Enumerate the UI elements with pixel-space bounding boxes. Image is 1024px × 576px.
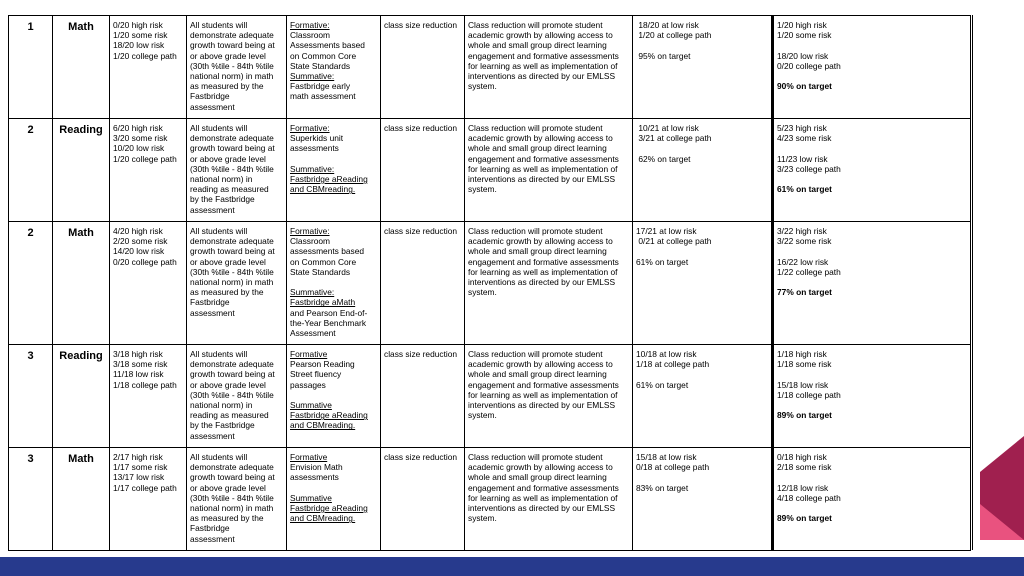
cell-line: whole and small group direct learning [468, 369, 607, 380]
cell-line: 12/18 low risk [777, 482, 829, 493]
cell-line: national norm) in math [190, 503, 274, 514]
cell-line: 1/18 high risk [777, 349, 827, 359]
cell-line: 18/20 at low risk [636, 20, 699, 30]
cell-line: growth toward being at [190, 472, 275, 483]
line-gap [777, 277, 967, 287]
cell-line: (30th %tile - 84th %tile [190, 266, 274, 277]
endyear-cell [773, 222, 971, 345]
cell-line: 15/18 at low risk [636, 452, 697, 462]
cell-line: 11/18 low risk [113, 369, 164, 380]
cell-line: 2/18 some risk [777, 462, 832, 473]
goal-cell [187, 448, 287, 551]
line-gap [777, 503, 967, 513]
line-gap [777, 143, 967, 153]
cell-line: the-Year Benchmark [290, 317, 367, 328]
cell-line: 1/18 some risk [777, 359, 832, 370]
grade-cell: 3 [9, 448, 53, 551]
cell-line: demonstrate adequate [190, 30, 274, 41]
cell-line: (30th %tile - 84th %tile [190, 389, 274, 400]
cell-line: whole and small group direct learning [468, 143, 607, 154]
assessment-cell [287, 16, 381, 119]
cell-line: academic growth by allowing access to [468, 133, 613, 144]
cell-line: 3/22 some risk [777, 236, 832, 247]
midyear-cell [633, 448, 773, 551]
cell-line: on Common Core [290, 256, 357, 267]
cell-line: 62% on target [636, 153, 691, 164]
cell-line: national norm) in math [190, 71, 274, 82]
cell-line: and CBMreading. [290, 513, 356, 524]
cell-line: Fastbridge aReading [290, 503, 368, 513]
table-right-edge [972, 15, 973, 550]
cell-line: State Standards [290, 60, 351, 71]
cell-line: 1/20 college path [113, 153, 177, 164]
subject-cell: Math [53, 448, 110, 551]
cell-line: academic growth by allowing access to [468, 30, 613, 41]
cell-line: whole and small group direct learning [468, 246, 607, 257]
cell-line: assessment [190, 204, 235, 215]
cell-line: (30th %tile - 84th %tile [190, 60, 274, 71]
cell-line: for learning as well as implementation of [468, 389, 618, 400]
cell-line: 18/20 low risk [113, 40, 165, 51]
line-gap [636, 40, 768, 50]
baseline-cell [110, 222, 187, 345]
cell-line: Fastbridge aMath [290, 297, 356, 308]
cell-line: Class reduction will promote student [468, 349, 603, 359]
goal-cell [187, 119, 287, 222]
cell-line: assessments [290, 472, 339, 483]
cell-line: and CBMreading. [290, 184, 356, 195]
cell-line: for learning as well as implementation of [468, 60, 618, 71]
cell-line: national norm) in math [190, 277, 274, 288]
cell-line: national norm) in [190, 400, 253, 411]
cell-line: Fastbridge [190, 91, 230, 102]
cell-line: 1/18 at college path [636, 359, 710, 370]
cell-line: demonstrate adequate [190, 462, 274, 473]
table-row [9, 119, 971, 222]
cell-line: 61% on target [636, 379, 689, 390]
cell-line: or above grade level [190, 482, 266, 493]
cell-line: growth toward being at [190, 369, 275, 380]
cell-line: interventions as directed by our EMLSS [468, 400, 616, 411]
cell-line: (30th %tile - 84th %tile [190, 492, 274, 503]
cell-line: 17/21 at low risk [636, 226, 697, 236]
midyear-cell [633, 16, 773, 119]
cell-line: 2/17 high risk [113, 452, 163, 462]
subject-cell: Reading [53, 119, 110, 222]
strategy-cell: class size reduction [381, 222, 465, 345]
line-gap [636, 369, 768, 379]
line-gap [636, 143, 768, 153]
cell-line: whole and small group direct learning [468, 40, 607, 51]
table-body [9, 16, 971, 551]
cell-line: 4/18 college path [777, 492, 841, 503]
midyear-cell [633, 119, 773, 222]
cell-line: Street fluency [290, 369, 342, 380]
subject-cell: Math [53, 222, 110, 345]
subject-cell: Math [53, 16, 110, 119]
cell-line: 95% on target [636, 50, 691, 61]
cell-line: system. [468, 513, 497, 524]
midyear-cell [633, 345, 773, 448]
cell-line: 61% on target [636, 256, 689, 267]
cell-line: 3/20 some risk [113, 133, 168, 144]
cell-line: and Pearson End-of- [290, 307, 368, 318]
cell-line: engagement and formative assessments [468, 50, 619, 61]
cell-line: as measured by the [190, 81, 264, 92]
cell-line: 2/20 some risk [113, 236, 168, 247]
cell-line: 1/22 college path [777, 266, 841, 277]
cell-line: 13/17 low risk [113, 472, 165, 483]
cell-line: Class reduction will promote student [468, 226, 603, 236]
line-gap [290, 154, 377, 164]
line-gap [290, 483, 377, 493]
baseline-cell [110, 16, 187, 119]
cell-line: engagement and formative assessments [468, 379, 619, 390]
cell-line: Fastbridge [190, 297, 230, 308]
assessment-cell [287, 448, 381, 551]
cell-line: 15/18 low risk [777, 379, 829, 390]
cell-line: reading as measured [190, 410, 269, 421]
cell-line: growth toward being at [190, 246, 275, 257]
cell-line: State Standards [290, 266, 351, 277]
cell-line: All students will [190, 226, 248, 236]
cell-line: 18/20 low risk [777, 50, 829, 61]
cell-line: 10/20 low risk [113, 143, 165, 154]
goal-cell [187, 16, 287, 119]
cell-line: Classroom [290, 236, 331, 247]
cell-line: 5/23 high risk [777, 123, 827, 133]
cell-line: or above grade level [190, 50, 266, 61]
cell-line: engagement and formative assessments [468, 256, 619, 267]
goal-cell [187, 345, 287, 448]
cell-line: system. [468, 81, 497, 92]
cell-line: Formative: [290, 123, 330, 133]
cell-line: passages [290, 379, 326, 390]
cell-line: All students will [190, 20, 248, 30]
cell-line: All students will [190, 123, 248, 133]
table-row [9, 345, 971, 448]
cell-line: interventions as directed by our EMLSS [468, 503, 616, 514]
cell-line: demonstrate adequate [190, 236, 274, 247]
cell-line: 10/21 at low risk [636, 123, 699, 133]
cell-line: system. [468, 184, 497, 195]
cell-line: 1/18 college path [113, 379, 177, 390]
cell-line: academic growth by allowing access to [468, 236, 613, 247]
cell-line: Formative: [290, 226, 330, 236]
cell-line: whole and small group direct learning [468, 472, 607, 483]
cell-line: Classroom [290, 30, 331, 41]
cell-line: (30th %tile - 84th %tile [190, 163, 274, 174]
cell-line: 6/20 high risk [113, 123, 163, 133]
cell-line: Assessments based [290, 40, 365, 51]
cell-line: Class reduction will promote student [468, 123, 603, 133]
cell-line: engagement and formative assessments [468, 482, 619, 493]
cell-line: 0/20 high risk [113, 20, 163, 30]
cell-line: Class reduction will promote student [468, 20, 603, 30]
cell-line: Fastbridge [190, 523, 230, 534]
cell-line: or above grade level [190, 153, 266, 164]
baseline-cell [110, 448, 187, 551]
midyear-cell [633, 222, 773, 345]
table-row [9, 448, 971, 551]
grade-cell: 1 [9, 16, 53, 119]
cell-line: Pearson Reading [290, 359, 355, 370]
cell-line: Superkids unit [290, 133, 344, 144]
cell-line: Fastbridge aReading [290, 174, 368, 184]
line-gap [636, 472, 768, 482]
rationale-cell [465, 345, 633, 448]
cell-line: or above grade level [190, 256, 266, 267]
assessment-cell [287, 222, 381, 345]
cell-line: 77% on target [777, 287, 832, 298]
cell-line: for learning as well as implementation of [468, 266, 618, 277]
strategy-cell: class size reduction [381, 16, 465, 119]
line-gap [777, 174, 967, 184]
baseline-cell [110, 345, 187, 448]
cell-line: assessment [190, 430, 235, 441]
rationale-cell [465, 448, 633, 551]
rationale-cell [465, 16, 633, 119]
cell-line: for learning as well as implementation of [468, 492, 618, 503]
table-row [9, 222, 971, 345]
cell-line: demonstrate adequate [190, 133, 274, 144]
cell-line: demonstrate adequate [190, 359, 274, 370]
cell-line: 0/18 high risk [777, 452, 827, 462]
assessment-cell [287, 345, 381, 448]
strategy-cell: class size reduction [381, 119, 465, 222]
cell-line: Fastbridge aReading [290, 410, 368, 421]
endyear-cell [773, 448, 971, 551]
cell-line: Formative: [290, 20, 330, 30]
cell-line: Summative: [290, 71, 335, 82]
cell-line: 0/20 college path [777, 60, 841, 71]
cell-line: 3/21 at college path [636, 133, 712, 144]
cell-line: Summative [290, 400, 332, 410]
baseline-cell [110, 119, 187, 222]
cell-line: Summative: [290, 163, 335, 174]
rationale-cell [465, 222, 633, 345]
cell-line: or above grade level [190, 379, 266, 390]
endyear-cell [773, 16, 971, 119]
endyear-cell [773, 345, 971, 448]
cell-line: Summative: [290, 287, 335, 298]
cell-line: system. [468, 410, 497, 421]
progress-table [8, 15, 971, 551]
cell-line: 61% on target [777, 184, 832, 195]
cell-line: 3/22 high risk [777, 226, 827, 236]
cell-line: 3/18 some risk [113, 359, 168, 370]
cell-line: 83% on target [636, 482, 689, 493]
cell-line: Formative [290, 349, 328, 359]
cell-line: 14/20 low risk [113, 246, 165, 257]
cell-line: growth toward being at [190, 143, 275, 154]
cell-line: system. [468, 287, 497, 298]
cell-line: 0/20 college path [113, 256, 177, 267]
strategy-cell: class size reduction [381, 345, 465, 448]
subject-cell: Reading [53, 345, 110, 448]
cell-line: 1/17 college path [113, 482, 177, 493]
grade-cell: 3 [9, 345, 53, 448]
line-gap [777, 400, 967, 410]
cell-line: assessments [290, 143, 339, 154]
line-gap [777, 369, 967, 379]
grade-cell: 2 [9, 119, 53, 222]
cell-line: 11/23 low risk [777, 153, 828, 164]
strategy-cell: class size reduction [381, 448, 465, 551]
cell-line: Fastbridge early [290, 81, 351, 92]
cell-line: All students will [190, 452, 248, 462]
cell-line: 4/23 some risk [777, 133, 832, 144]
cell-line: 89% on target [777, 410, 832, 421]
cell-line: interventions as directed by our EMLSS [468, 71, 616, 82]
assessment-cell [287, 119, 381, 222]
line-gap [777, 71, 967, 81]
cell-line: Assessment [290, 328, 336, 339]
cell-line: 16/22 low risk [777, 256, 829, 267]
cell-line: Class reduction will promote student [468, 452, 603, 462]
cell-line: national norm) in [190, 174, 253, 185]
line-gap [290, 277, 377, 287]
line-gap [777, 472, 967, 482]
rationale-cell [465, 119, 633, 222]
cell-line: by the Fastbridge [190, 194, 255, 205]
cell-line: 1/20 high risk [777, 20, 827, 30]
cell-line: for learning as well as implementation of [468, 163, 618, 174]
table-row [9, 16, 971, 119]
cell-line: 3/18 high risk [113, 349, 163, 359]
cell-line: Summative [290, 492, 332, 503]
cell-line: 0/18 at college path [636, 462, 710, 473]
cell-line: interventions as directed by our EMLSS [468, 174, 616, 185]
cell-line: math assessment [290, 91, 356, 102]
cell-line: academic growth by allowing access to [468, 462, 613, 473]
cell-line: on Common Core [290, 50, 357, 61]
line-gap [636, 246, 768, 256]
cell-line: 1/17 some risk [113, 462, 168, 473]
endyear-cell [773, 119, 971, 222]
cell-line: reading as measured [190, 184, 269, 195]
cell-line: 10/18 at low risk [636, 349, 697, 359]
cell-line: assessment [190, 533, 235, 544]
cell-line: assessment [190, 307, 235, 318]
cell-line: 1/20 some risk [777, 30, 832, 41]
cell-line: 90% on target [777, 81, 832, 92]
footer-bar [0, 557, 1024, 576]
cell-line: interventions as directed by our EMLSS [468, 277, 616, 288]
grade-cell: 2 [9, 222, 53, 345]
cell-line: 1/20 some risk [113, 30, 168, 41]
cell-line: growth toward being at [190, 40, 275, 51]
cell-line: 1/18 college path [777, 389, 841, 400]
cell-line: and CBMreading. [290, 420, 356, 431]
line-gap [290, 390, 377, 400]
cell-line: Formative [290, 452, 328, 462]
cell-line: academic growth by allowing access to [468, 359, 613, 370]
corner-decoration [980, 436, 1024, 540]
cell-line: by the Fastbridge [190, 420, 255, 431]
cell-line: as measured by the [190, 513, 264, 524]
cell-line: 3/23 college path [777, 163, 841, 174]
cell-line: 4/20 high risk [113, 226, 163, 236]
cell-line: 1/20 college path [113, 50, 177, 61]
goal-cell [187, 222, 287, 345]
cell-line: Envision Math [290, 462, 343, 473]
cell-line: assessment [190, 101, 235, 112]
cell-line: engagement and formative assessments [468, 153, 619, 164]
line-gap [777, 40, 967, 50]
cell-line: 89% on target [777, 513, 832, 524]
cell-line: 1/20 at college path [636, 30, 712, 41]
cell-line: 0/21 at college path [636, 236, 712, 247]
cell-line: as measured by the [190, 287, 264, 298]
cell-line: assessments based [290, 246, 365, 257]
cell-line: All students will [190, 349, 248, 359]
line-gap [777, 246, 967, 256]
